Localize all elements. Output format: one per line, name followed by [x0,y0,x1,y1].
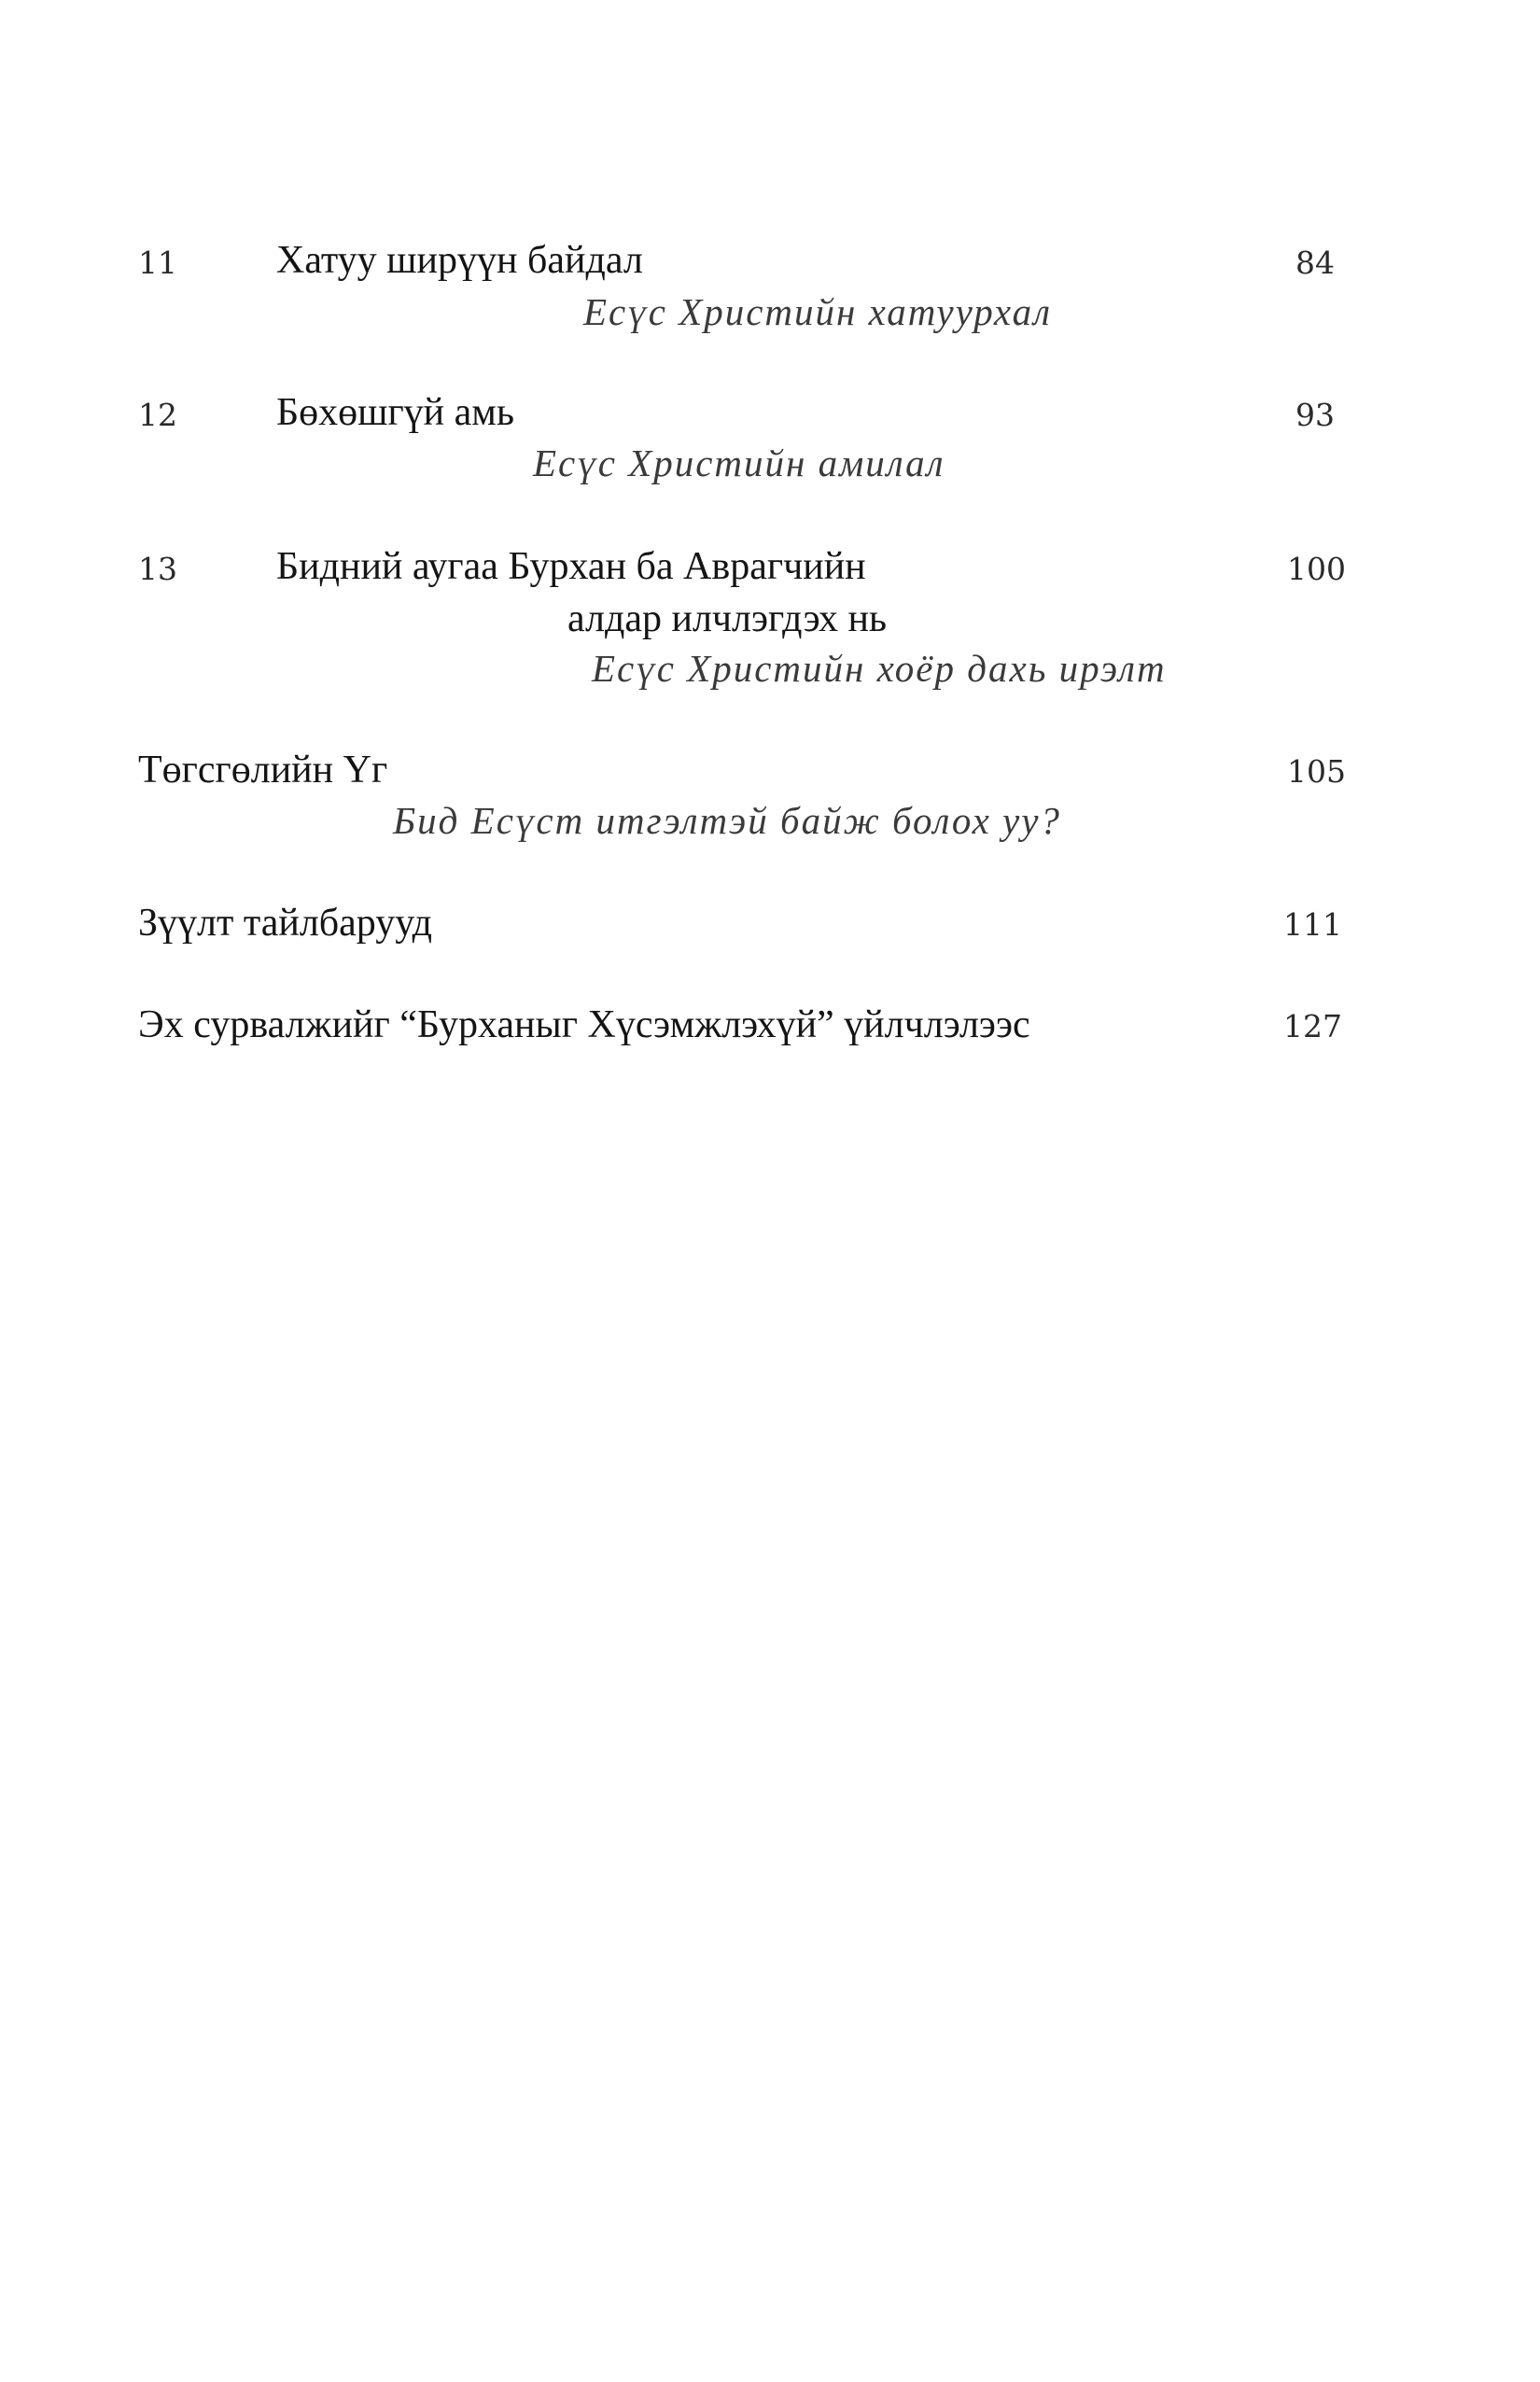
chapter-subtitle: Есүс Христийн амилал [533,441,945,484]
page-number: 93 [1295,397,1335,433]
page-number: 84 [1295,245,1335,281]
section-title: Эх сурвалжийг “Бурханыг Хүсэмжлэхүй” үйлчлэлээс [138,1003,1030,1046]
page-number: 105 [1287,753,1346,790]
chapter-title-line-2: алдар илчлэгдэх нь [567,597,888,640]
section-subtitle: Бид Есүст итгэлтэй байж болох уу? [393,799,1061,842]
chapter-number: 11 [138,245,177,281]
page-number: 111 [1283,906,1342,943]
page-number: 100 [1287,551,1346,587]
chapter-subtitle: Есүс Христийн хатуурхал [583,290,1052,333]
chapter-title-line-1: Бидний аугаа Бурхан ба Аврагчийн [276,545,866,588]
page-number: 127 [1283,1008,1342,1044]
section-title: Зүүлт тайлбарууд [138,902,432,945]
section-title: Төгсгөлийн Үг [138,749,388,792]
chapter-title: Хатуу ширүүн байдал [276,239,643,282]
chapter-number: 12 [138,397,177,433]
chapter-subtitle: Есүс Христийн хоёр дахь ирэлт [592,647,1167,690]
chapter-number: 13 [138,551,177,587]
chapter-title: Бөхөшгүй амь [276,391,515,434]
